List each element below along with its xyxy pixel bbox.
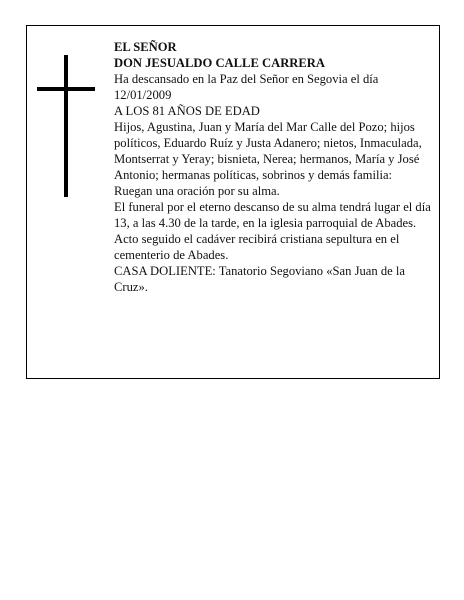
cross-icon bbox=[37, 55, 95, 197]
mourning-house: CASA DOLIENTE: Tanatorio Segoviano «San Juan de la Cruz». bbox=[114, 264, 405, 294]
deceased-name: DON JESUALDO CALLE CARRERA bbox=[114, 56, 325, 70]
age-line: A LOS 81 AÑOS DE EDAD bbox=[114, 104, 260, 118]
cross-vertical-bar bbox=[64, 55, 68, 197]
obituary-text bbox=[114, 39, 436, 295]
family-list: Hijos, Agustina, Juan y María del Mar Calle del Pozo; hijos políticos, Eduardo Ruíz y Justa Adanero; nietos, Inmaculada, Montserrat y Yeray; bisnieta, Nerea; hermanos, María y José Antonio; hermanas políticas, sobrinos y demás familia: bbox=[114, 120, 422, 182]
heading-title: EL SEÑOR bbox=[114, 40, 177, 54]
cross-horizontal-bar bbox=[37, 87, 95, 91]
funeral-details: El funeral por el eterno descanso de su alma tendrá lugar el día 13, a las 4.30 de la tarde, en la iglesia parroquial de Abades. Acto seguido el cadáver recibirá cristiana sepultura en el cementerio de Abades. bbox=[114, 200, 431, 262]
death-statement: Ha descansado en la Paz del Señor en Segovia el día 12/01/2009 bbox=[114, 72, 379, 102]
obituary-notice bbox=[26, 25, 440, 379]
prayer-request: Ruegan una oración por su alma. bbox=[114, 184, 280, 198]
